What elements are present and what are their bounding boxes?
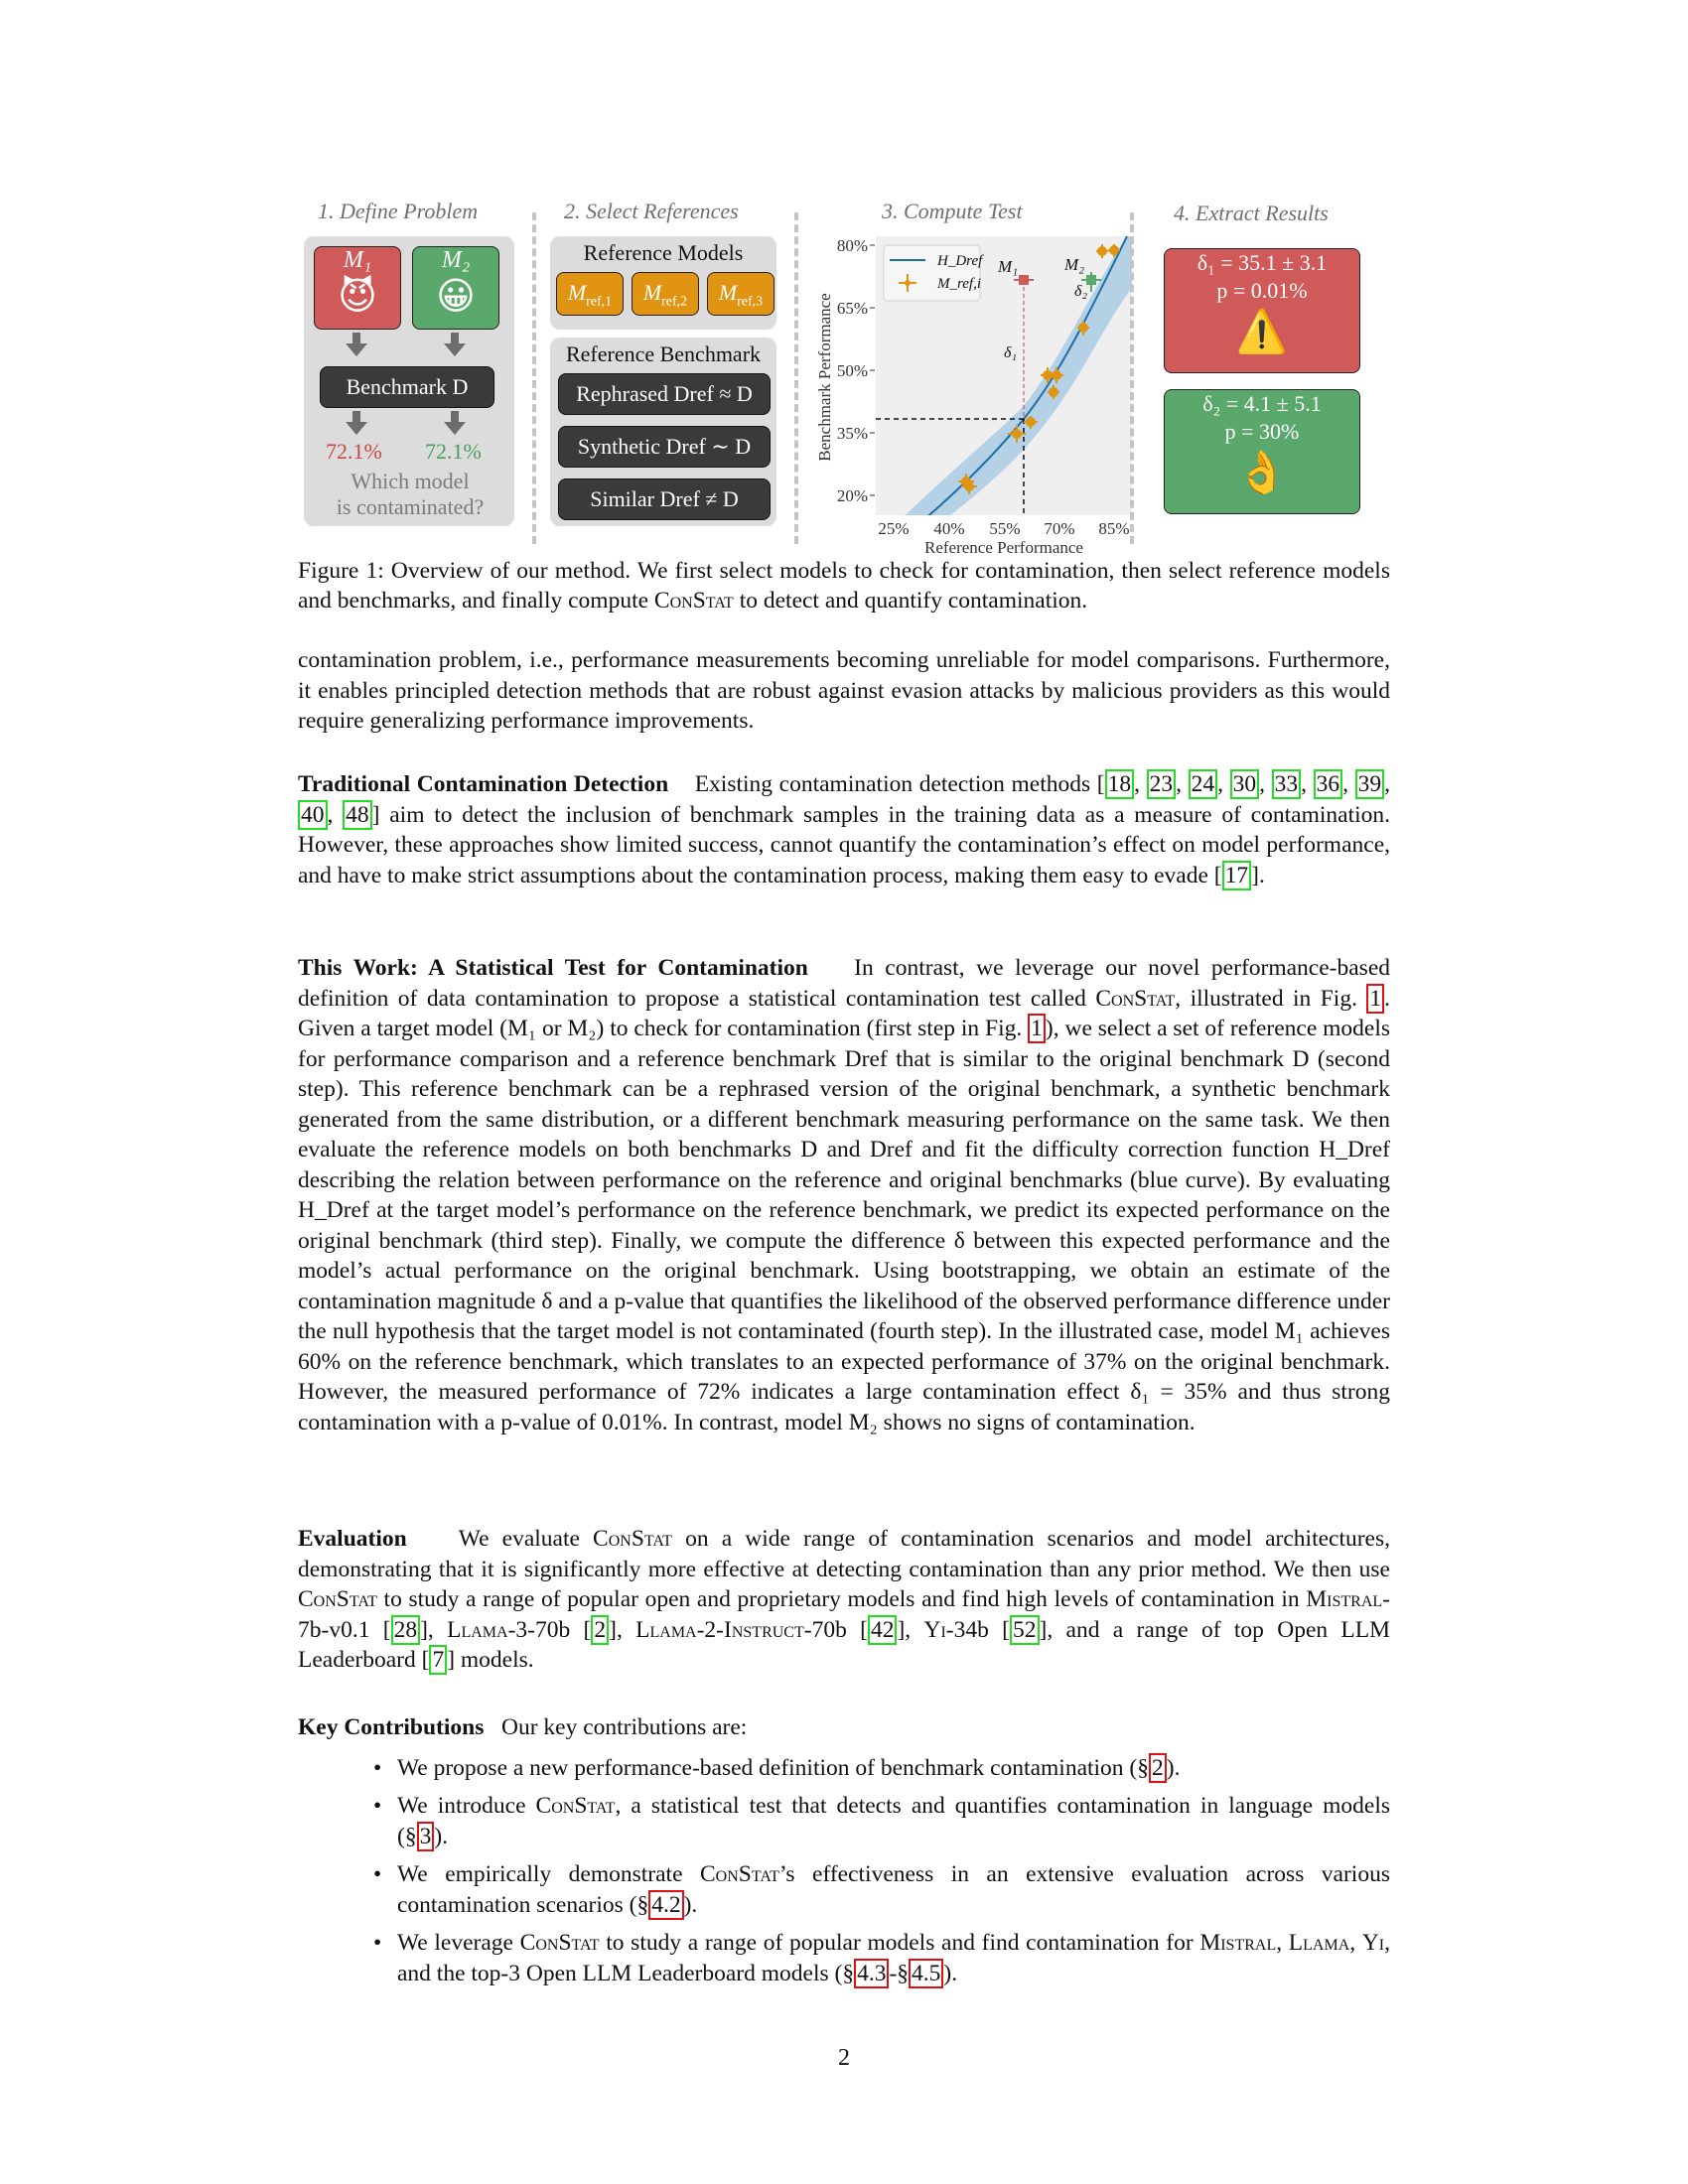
figure-link[interactable]: 1 [1366,984,1384,1014]
section-heading: Evaluation [298,1526,407,1552]
citation-link[interactable]: 30 [1230,769,1260,799]
reference-benchmark-title: Reference Benchmark [565,341,762,366]
section-heading: Key Contributions [298,1714,485,1740]
citation-link[interactable]: 52 [1010,1615,1040,1645]
panel-title-define-problem: 1. Define Problem [318,199,479,223]
citation-link[interactable]: 39 [1355,769,1385,799]
citation-link[interactable]: 42 [868,1615,898,1645]
svg-text:85%: 85% [1098,519,1130,538]
ref-model-2: $M_{ref,2}$ [632,272,699,316]
figure-link[interactable]: 1 [1028,1014,1046,1043]
svg-text:δ₂: δ₂ [1074,283,1087,300]
ref-model-1: $M_{ref,1}$ [556,272,624,316]
svg-text:H_Dref: H_Dref [937,253,983,269]
citation-link[interactable]: 48 [343,800,372,830]
rephrased-benchmark: Rephrased Dref ≈ D [558,373,771,415]
paragraph-traditional-detection: Traditional Contamination Detection Existing contamination detection methods [ 18 , 23 , 24 , 30 , 33 , 36 , 39 , 40 , 48 ] aim to detect the inclusion of benchmark samples in the training data as a measure of contamination. However, these approaches show limited success, cannot quantify the contamination’s effect on model performance, and have to make strict assumptions about the contamination process, making them easy to evade [ 17 ]. [298,771,1391,888]
svg-text:M_ref,i: M_ref,i [937,276,982,292]
list-item: • We leverage ConStat to study a range of popular models and find contamination for Mistral, Llama, Yi, and the top-3 Open LLM Leaderboard models (§ 4.3 -§ 4.5 ). [298,1928,1390,1988]
citation-link[interactable]: 2 [591,1615,609,1645]
p-value-1: p = 0.01% [1216,278,1308,303]
paragraph-key-contributions: Key Contributions Our key contributions are: • We propose a new performance-based definition of benchmark contamination (§ 2 ). • We introduce ConStat, a statistical test that detects and quantifies contamination in language models (§ 3 ). • We empirically demonstrate ConStat’s effectiveness in an extensive evaluation across various contamination scenarios (§ 4.2 ). • We leverage ConStat to study a range of popular models and find contamination for Mistral, Llama, Yi, and the top-3 Open LLM Leaderboard models (§ 4.3 -§ 4.5 ). [298,1712,1390,1996]
svg-text:25%: 25% [878,519,910,538]
paragraph-this-work: This Work: A Statistical Test for Contamination In contrast, we leverage our novel performance-based definition of data contamination to propose a statistical contamination test called ConStat, illustrated in Fig. 1 . Given a target model (M₁ or M₂) to check for contamination (first step in Fig. 1 ), we select a set of reference models for performance comparison and a reference benchmark Dref that is similar to the original benchmark D (second step). This reference benchmark can be a rephrased version of the original benchmark, a synthetic benchmark generated from the same distribution, or a different benchmark measuring performance on the same task. We then evaluate the reference models on both benchmarks D and Dref and fit the difficulty correction function H_Dref describing the relation between performance on the reference and original benchmarks (blue curve). By evaluating H_Dref at the target model’s performance on the reference benchmark, we predict its expected performance on the original benchmark (third step). Finally, we compute the difference δ between this expected performance and the model’s actual performance on the original benchmark. Using bootstrapping, we obtain an estimate of the contamination magnitude δ and a p-value that quantifies the likelihood of the observed performance difference under the null hypothesis that the target model is not contaminated (fourth step). In the illustrated case, model M₁ achieves 60% on the reference benchmark, which translates to an expected performance of 37% on the original benchmark. However, the measured performance of 72% indicates a large contamination effect δ₁ = 35% and thus strong contamination with a p-value of 0.01%. In contrast, model M₂ shows no signs of contamination. [298,955,1391,1435]
section-link[interactable]: 4.5 [909,1959,943,1988]
svg-text:Reference Performance: Reference Performance [924,538,1083,557]
list-item: • We introduce ConStat, a statistical test that detects and quantifies contamination in language models (§ 3 ). [298,1791,1390,1851]
warning-icon: ⚠️ [1235,307,1289,355]
section-heading: This Work: A Statistical Test for Contamination [298,955,808,981]
citation-link[interactable]: 36 [1314,769,1343,799]
paragraph-evaluation: Evaluation We evaluate ConStat on a wide range of contamination scenarios and model architectures, demonstrating that it is significantly more effective at detecting contamination than any prior method. We then use ConStat to study a range of popular open and proprietary models and find high levels of contamination in Mistral-7b-v0.1 [ 28 ], Llama-3-70b [ 2 ], Llama-2-Instruct-70b [ 42 ], Yi-34b [ 52 ], and a range of top Open LLM Leaderboard [ 7 ] models. [298,1526,1391,1673]
citation-link[interactable]: 7 [429,1645,447,1675]
benchmark-d-box: Benchmark D [320,366,494,408]
svg-text:70%: 70% [1044,519,1075,538]
model1-score: 72.1% [326,439,382,464]
figure-1 [298,199,1400,556]
page-number: 2 [838,2045,850,2071]
svg-text:55%: 55% [989,519,1021,538]
model1-label: M₁ [343,247,372,273]
delta1-value: δ₁ = 35.1 ± 3.1 [1196,250,1328,275]
citation-link[interactable]: 17 [1222,861,1252,890]
devil-emoji-icon: 😈 [338,274,377,318]
delta2-value: δ₂ = 4.1 ± 5.1 [1202,391,1322,416]
smile-emoji-icon: 😀 [436,274,476,318]
svg-text:80%: 80% [836,236,868,255]
figure-caption: Figure 1: Overview of our method. We first select models to check for contamination, then select reference models and benchmarks, and finally compute ConStat to detect and quantify contamination. [298,558,1390,614]
svg-text:M₁: M₁ [998,257,1019,276]
paragraph-intro-continued: contamination problem, i.e., performance measurements becoming unreliable for model comparisons. Furthermore, it enables principled detection methods that are robust against evasion attacks by malicious providers as this would require generalizing performance improvements. [298,647,1390,734]
section-link[interactable]: 4.3 [854,1959,889,1988]
panel-title-compute-test: 3. Compute Test [882,199,1023,223]
p-value-2: p = 30% [1224,419,1300,444]
ref-model-3: $M_{ref,3}$ [707,272,774,316]
section-heading: Traditional Contamination Detection [298,771,669,797]
citation-link[interactable]: 40 [298,800,328,830]
svg-text:40%: 40% [933,519,965,538]
result-card-model2 [1164,389,1360,514]
question-text: Which model is contaminated? [336,469,485,519]
panel-title-extract-results: 4. Extract Results [1174,201,1329,225]
panel-title-select-references: 2. Select References [564,199,739,223]
section-link[interactable]: 2 [1149,1753,1167,1783]
panel-divider [1130,212,1134,544]
citation-link[interactable]: 28 [391,1615,421,1645]
svg-text:35%: 35% [836,424,868,443]
citation-link[interactable]: 23 [1147,769,1177,799]
ok-hand-icon: 👌 [1235,448,1289,496]
citation-link[interactable]: 33 [1272,769,1302,799]
svg-text:65%: 65% [836,299,868,318]
section-link[interactable]: 3 [417,1822,435,1851]
model2-card [412,246,499,330]
contamination-chart [794,226,1132,566]
svg-text:50%: 50% [836,361,868,380]
svg-text:δ₁: δ₁ [1004,344,1017,361]
reference-models-title: Reference Models [583,240,744,265]
citation-link[interactable]: 18 [1105,769,1135,799]
model2-label: M₂ [441,247,471,273]
model2-score: 72.1% [425,439,482,464]
synthetic-benchmark: Synthetic Dref ∼ D [558,426,771,468]
model1-card [314,246,401,330]
similar-benchmark: Similar Dref ≠ D [558,478,771,520]
list-item: • We empirically demonstrate ConStat’s effectiveness in an extensive evaluation across various contamination scenarios (§ 4.2 ). [298,1859,1390,1920]
svg-text:Benchmark Performance: Benchmark Performance [815,293,834,462]
section-link[interactable]: 4.2 [648,1890,683,1920]
citation-link[interactable]: 24 [1189,769,1218,799]
panel-divider [532,212,536,544]
svg-text:M₂: M₂ [1064,255,1085,274]
svg-text:20%: 20% [836,486,868,505]
list-item: • We propose a new performance-based definition of benchmark contamination (§ 2 ). [298,1753,1390,1784]
result-card-model1 [1164,248,1360,373]
contributions-list [298,1753,1390,1989]
